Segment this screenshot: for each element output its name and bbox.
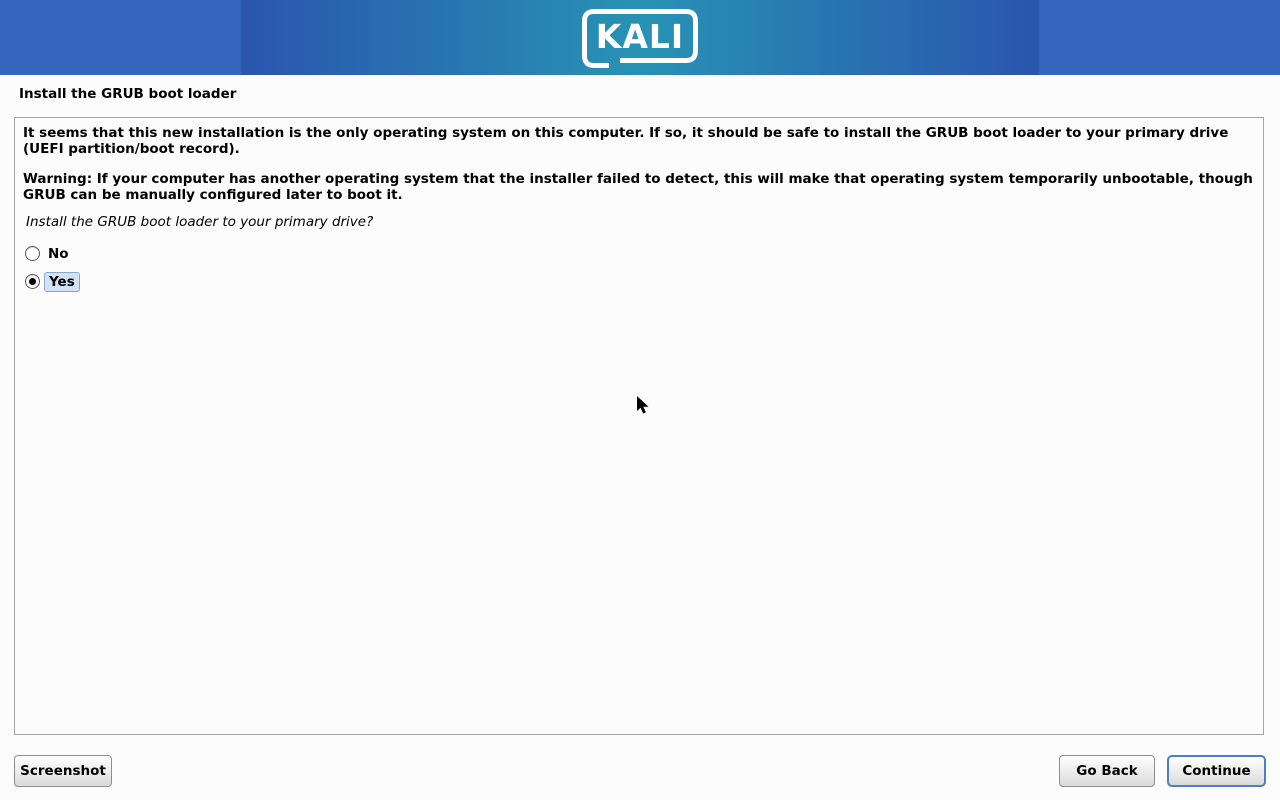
radio-option-no[interactable] [25,244,1255,264]
page-title: Install the GRUB boot loader [19,86,237,102]
footer-bar [0,755,1280,788]
kali-logo [578,7,702,69]
radio-yes-label[interactable]: Yes [44,272,80,292]
grub-install-panel [14,117,1264,735]
radio-yes-icon[interactable] [25,274,40,289]
question-text: Install the GRUB boot loader to your primary drive? [26,214,374,230]
warning-paragraph: Warning: If your computer has another operating system that the installer failed to detect, this will make that operating system temporarily unbootable, though GRUB can be manually configured later to boot it. [23,171,1253,203]
radio-no-icon[interactable] [25,246,40,261]
screenshot-button[interactable]: Screenshot [14,755,112,787]
installer-banner [0,0,1280,75]
info-paragraph: It seems that this new installation is the only operating system on this computer. If so, it should be safe to install the GRUB boot loader to your primary drive (UEFI partition/boot record). [23,125,1229,157]
go-back-button[interactable]: Go Back [1059,755,1155,787]
radio-option-yes[interactable] [25,272,1255,292]
radio-no-label[interactable]: No [48,245,69,262]
kali-logo-text: KALI [595,16,685,56]
continue-button[interactable]: Continue [1167,755,1266,787]
